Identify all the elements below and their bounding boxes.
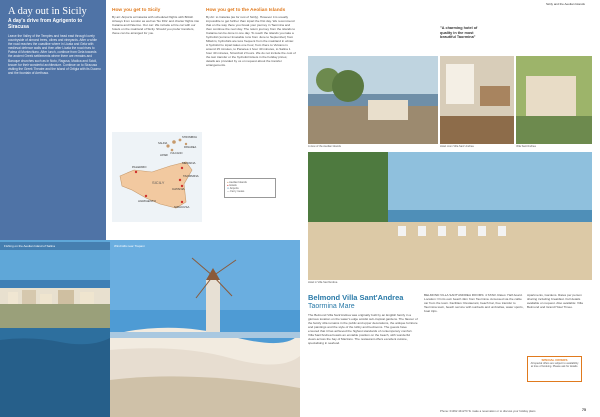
fishing-village-image bbox=[0, 240, 110, 417]
map-label-taormina: TAORMINA bbox=[183, 174, 199, 178]
map-label-agrigento: AGRIGENTO bbox=[138, 199, 156, 203]
photo-windmills bbox=[110, 240, 300, 417]
windmills-image bbox=[110, 240, 300, 417]
hotel-title: Belmond Villa Sant'Andrea bbox=[308, 293, 404, 302]
photo-fishing-village bbox=[0, 240, 110, 417]
windmills-caption: Windmills near Trapani bbox=[114, 244, 145, 248]
villa-image bbox=[516, 56, 592, 144]
photo-villa bbox=[516, 56, 592, 144]
special-offers-body: All special offers are subject to availability at time of booking. Please ask for details. bbox=[530, 362, 579, 369]
map-label-vulcano: VULCANO bbox=[170, 152, 183, 155]
hotel-rooms: Apartments, Gardens. Rates per person sharing including breakfast. Full details available on request. Also available: Villa Belmond and Grand Hotel Timeo. bbox=[527, 293, 583, 310]
beach-image bbox=[308, 152, 592, 280]
special-offers-box bbox=[527, 356, 582, 382]
hotel-room-caption: Hotel room Villa Sant' Andrea bbox=[440, 145, 474, 148]
sicily-map bbox=[112, 132, 202, 222]
hotel-room-image bbox=[440, 56, 514, 144]
hotel-details: BELMOND VILLA SANT'ANDREA ROOMS: 4 STAR. Rates: Half-board. Location: On its own beach 4km from Taormina. Accessed via the cable car from the town. Facilities: Restaurant, beach bar, free transfer to Taormina town, beach service with sunbeds and umbrellas, water sports, boat trips. bbox=[424, 293, 524, 314]
fishing-village-caption: Fishing on the Aeolian Island of Salina bbox=[0, 242, 110, 250]
photo-beach bbox=[308, 152, 592, 280]
getting-to-aeolian-body: By Air: to Catania (as for rest of Sicily). However it is usually impossible to get further than Lipari the first day. We recommend that on the way there you break your journey in Taormina and then continue the next day. The return journey from the islands to Catania can be done in one day. To reach the islands you take a hydrofoil (summer timetable runs from June to September) from Milazzo; hydrofoils are less frequent from the mainland in winter. A hydrofoil to Lipari takes one hour, from there to Vulcano is around 15 minutes, to Panarea 1 hour 40 minutes, to Salina 1 hour 40 minutes, Stromboli 2 hours. We do not include the cost of the taxi transfer or the hydrofoil tickets in the holiday prices; details are provided by us on request about the transfer arrangements. bbox=[206, 14, 296, 68]
legend-row: — Ferry routes bbox=[227, 190, 245, 194]
intro-subtitle: A day's drive from Agrigento to Siracusa bbox=[8, 18, 83, 30]
map-label-messina: MESSINA bbox=[182, 161, 196, 165]
intro-panel bbox=[0, 0, 106, 240]
page-footer: Phone: 01392 441270 To make a reservation or to discuss your holiday plans bbox=[440, 409, 536, 413]
section-header: Sicily and the Aeolian Islands bbox=[546, 2, 585, 6]
map-label-lipari: LIPARI bbox=[160, 154, 169, 157]
hotel-subtitle: Taormina Mare bbox=[308, 303, 355, 310]
villa-caption: Villa Sant'Andrea bbox=[516, 145, 536, 148]
pull-quote: "A charming hotel of quality in the most beautiful Taormina" bbox=[440, 26, 478, 40]
aeolian-view-caption: A view of the Aeolian Islands bbox=[308, 145, 341, 148]
getting-to-aeolian bbox=[206, 8, 296, 67]
map-label-panarea: PANAREA bbox=[184, 146, 197, 149]
legend-row: ✈ Airports bbox=[227, 187, 239, 191]
aeolian-view-image bbox=[308, 56, 438, 144]
special-offers-heading: SPECIAL OFFERS bbox=[541, 358, 568, 362]
intro-title: A day out in Sicily bbox=[8, 6, 87, 17]
beach-caption: Hotel in Villa Sant'Andrea bbox=[308, 281, 338, 284]
photo-aeolian-view bbox=[308, 56, 438, 144]
getting-to-sicily bbox=[112, 8, 202, 35]
map-label-palermo: PALERMO bbox=[132, 165, 147, 169]
getting-to-aeolian-heading: How you get to the Aeolian Islands bbox=[206, 8, 286, 13]
map-legend bbox=[224, 178, 276, 198]
photo-hotel-room bbox=[440, 56, 514, 144]
map-label-stromboli: STROMBOLI bbox=[182, 136, 198, 139]
hotel-description: The Belmond Villa Sant'Andrea was originally built by an English family in a glorious location on the water's edge amidst sub-tropical gardens. The flavour of the family villa remains in the public and upper decorations, the antique furniture and paintings and the style of the lobby and bedrooms. The guests have ensured that it has achieved the highest standards of contemporary comfort. Villa Sant'Andrea boasts an enviable position on the beach, with wonderful views across the bay of Mazzaro. The restaurant offers excellent cuisine, specialising in seafood. bbox=[308, 313, 418, 346]
intro-body: Leave the Valley of the Temples and head east through lovely countryside of almond trees, olives and vineyards. After a while the road reaches the coastline where in Licata and Gela with medieval defence walls and then after Licata the road rises to Palma di Montechiaro. After lunch, continue from Gela towards the ancient Greek settlements where there are remains and Baroque churches such as in Noto, Ragusa, Modica and Scicli, known for their wonderful architecture. Continue on to Siracusa visiting the Greek Theatre and the island of Ortigia with its Duomo and the fountain of Arethusa. bbox=[8, 34, 101, 75]
getting-to-sicily-heading: How you get to Sicily bbox=[112, 8, 161, 13]
map-label-salina: SALINA bbox=[158, 142, 168, 145]
getting-to-sicily-body: By air: Airports at Catania with scheduled flights with British Airways from London as well as 'No frills' and charter flights into Catania and Palermo. Our car: We include a hire car with our hotels on the mainland of Sicily. Should you prefer transfers, these can be arranged for you. bbox=[112, 14, 200, 35]
legend-row: ● Aeolian Islands bbox=[227, 181, 247, 184]
legend-row: ● Hotels bbox=[227, 184, 237, 188]
sicily-map-graphic bbox=[112, 132, 202, 222]
page-number: 75 bbox=[582, 408, 586, 412]
map-label-siracusa: SIRACUSA bbox=[174, 205, 190, 209]
map-label-sicily: SICILY bbox=[152, 180, 165, 185]
map-label-catania: CATANIA bbox=[172, 187, 185, 191]
